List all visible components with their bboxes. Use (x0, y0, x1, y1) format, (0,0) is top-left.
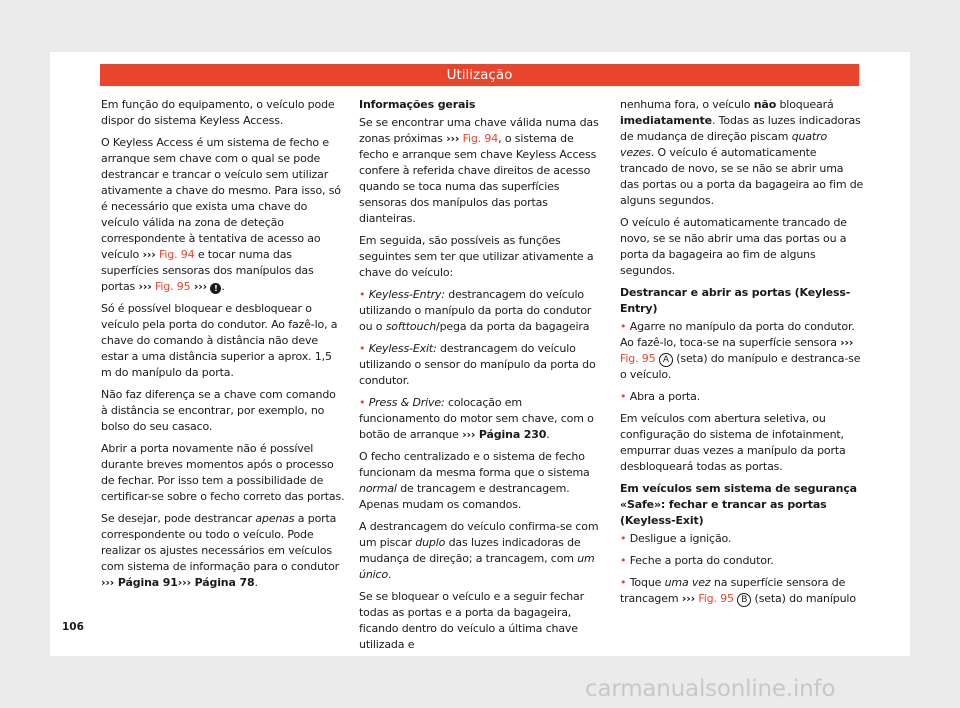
paragraph: Abrir a porta novamente não é possível durante breves momentos após o processo de fechar. Por isso tem a possibilidade de certificar-se sobre o fecho correto das portas. (101, 442, 345, 503)
bullet-icon: • (620, 390, 627, 403)
list-item: • Keyless-Exit: destrancagem do veículo utilizando o sensor do manípulo da porta do condutor. (359, 342, 596, 387)
paragraph: Não faz diferença se a chave com comando à distância se encontrar, por exemplo, no bolso do seu casaco. (101, 388, 336, 433)
list-item: • Keyless-Entry: destrancagem do veículo utilizando o manípulo da porta do condutor ou o softtouch/pega da porta da bagageira (359, 288, 592, 333)
list-item: • Toque uma vez na superfície sensora de trancagem ››› Fig. 95 B (seta) do manípulo (620, 576, 856, 605)
paragraph: Em função do equipamento, o veículo pode dispor do sistema Keyless Access. (101, 98, 335, 127)
list-item: • Press & Drive: colocação em funcionamento do motor sem chave, com o botão de arranque ››› Página 230. (359, 396, 594, 441)
text-column-3 (620, 97, 864, 613)
list-item: • Agarre no manípulo da porta do condutor. Ao fazê-lo, toca-se na superfície sensora ››› Fig. 95 A (seta) do manípulo e destranca-se o veículo. (620, 320, 861, 381)
list-item: • Abra a porta. (620, 390, 701, 403)
text-column-1 (101, 97, 345, 597)
page-link[interactable]: ››› Página 230 (462, 428, 547, 441)
bullet-icon: • (359, 396, 366, 409)
bullet-icon: • (620, 320, 627, 333)
text-column-2 (359, 97, 603, 659)
section-heading: Destrancar e abrir as portas (Keyless-Entry) (620, 286, 851, 315)
watermark: carmanualsonline.info (585, 676, 836, 702)
page-number: 106 (62, 621, 84, 633)
figure-link[interactable]: ››› Fig. 94 (142, 248, 195, 261)
section-heading: Em veículos sem sistema de segurança «Safe»: fechar e trancar as portas (Keyless-Exit) (620, 482, 857, 527)
bullet-icon: • (620, 576, 627, 589)
list-item: • Feche a porta do condutor. (620, 554, 774, 567)
paragraph: O fecho centralizado e o sistema de fecho funcionam da mesma forma que o sistema normal de trancagem e destrancagem. Apenas mudam os comandos. (359, 450, 590, 511)
paragraph: Se se bloquear o veículo e a seguir fechar todas as portas e a porta da bagageira, ficando dentro do veículo a última chave utilizada e (359, 590, 585, 651)
paragraph: Se se encontrar uma chave válida numa das zonas próximas ››› Fig. 94, o sistema de fecho e arranque sem chave Keyless Access confere à referida chave direitos de acesso quando se toca numa das superfícies sensoras dos manípulos das portas dianteiras. (359, 116, 599, 225)
paragraph: O veículo é automaticamente trancado de novo, se se não abrir uma das portas ou a porta da bagageira ao fim de alguns segundos. (620, 216, 847, 277)
section-title: Utilização (446, 67, 513, 83)
section-header (100, 64, 859, 86)
bullet-icon: • (620, 554, 627, 567)
figure-link[interactable]: ››› Fig. 94 (446, 132, 499, 145)
paragraph: nenhuma fora, o veículo não bloqueará imediatamente. Todas as luzes indicadoras de mudança de direção piscam quatro vezes. O veículo é automaticamente trancado de novo, se se não se abrir uma das portas ou a porta da bagageira ao fim de alguns segundos. (620, 98, 864, 207)
page-link[interactable]: ››› Página 91 (101, 576, 178, 589)
figure-link[interactable]: ››› Fig. 95 (681, 592, 734, 605)
figure-link[interactable]: ››› Fig. 95 (620, 336, 854, 365)
bullet-icon: • (359, 342, 366, 355)
paragraph: Em veículos com abertura seletiva, ou configuração do sistema de infotainment, empurrar duas vezes a manípulo da porta desbloqueará todas as portas. (620, 412, 846, 473)
section-heading: Informações gerais (359, 98, 476, 111)
callout-letter: A (659, 353, 673, 367)
callout-letter: B (737, 593, 751, 607)
list-item: • Desligue a ignição. (620, 532, 732, 545)
paragraph: A destrancagem do veículo confirma-se com um piscar duplo das luzes indicadoras de mudança de direção; a trancagem, com um único. (359, 520, 599, 581)
warning-icon: ! (210, 283, 221, 294)
bullet-icon: • (620, 532, 627, 545)
figure-link[interactable]: ››› Fig. 95 (138, 280, 191, 293)
paragraph: Em seguida, são possíveis as funções seguintes sem ter que utilizar ativamente a chave do veículo: (359, 234, 594, 279)
page-link[interactable]: ››› Página 78 (177, 576, 255, 589)
paragraph: O Keyless Access é um sistema de fecho e arranque sem chave com o qual se pode destrancar e trancar o veículo sem utilizar ativamente a chave do mesmo. Para isso, só é necessário que exista uma chave do veículo válida na zona de deteção correspondente à tentativa de acesso ao veículo ››› Fig. 94 e tocar numa das superfícies sensoras dos manípulos das portas ››› Fig. 95 ››› ! . (101, 136, 341, 293)
bullet-icon: • (359, 288, 366, 301)
paragraph: Se desejar, pode destrancar apenas a porta correspondente ou todo o veículo. Pode realizar os ajustes necessários em veículos com sistema de informação para o condutor ››› Página 91››› Página 78. (101, 512, 340, 589)
paragraph: Só é possível bloquear e desbloquear o veículo pela porta do condutor. Ao fazê-lo, a chave do comando à distância não deve estar a uma distância superior a aprox. 1,5 m do manípulo da porta. (101, 302, 338, 379)
